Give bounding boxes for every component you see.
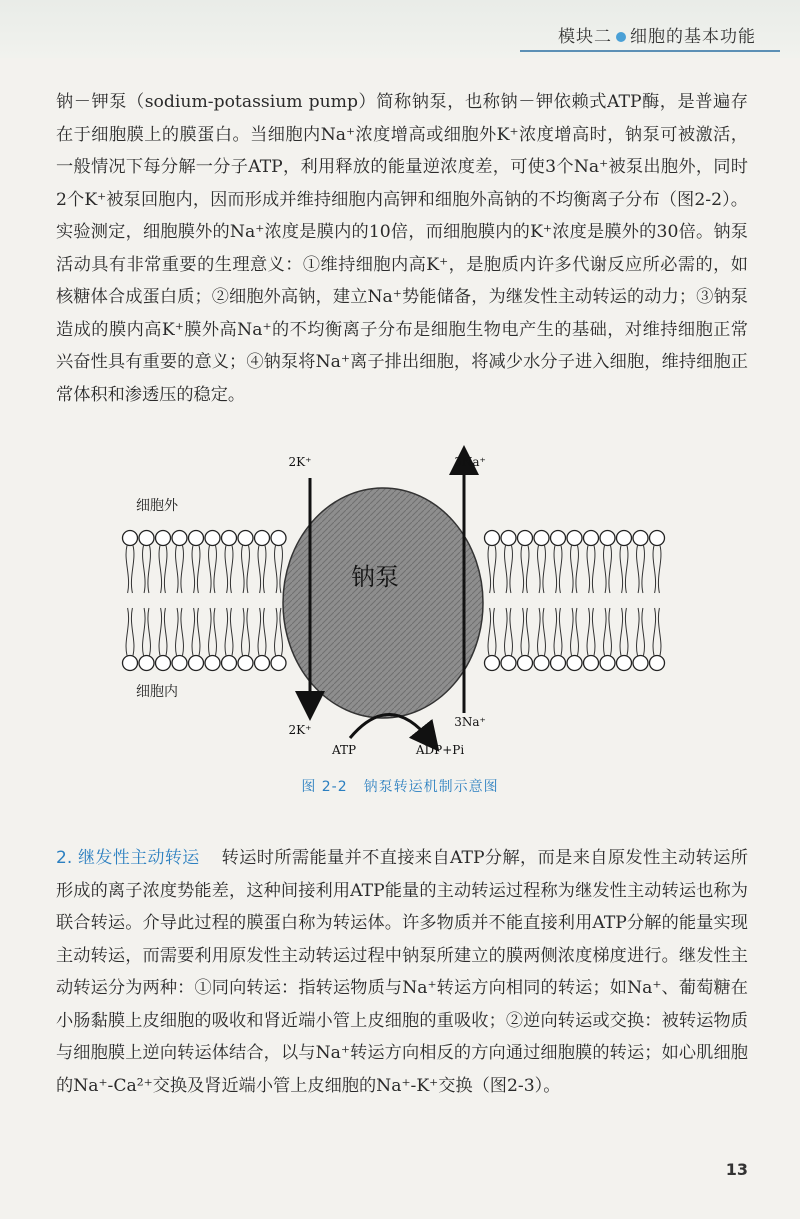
running-header: [558, 22, 756, 47]
lipid-tail: [658, 608, 661, 656]
lipid-tail: [159, 546, 162, 594]
lipid-head: [222, 656, 237, 671]
lipid-head: [123, 656, 138, 671]
lipid-head: [567, 531, 582, 546]
sodium-pump-diagram: [100, 438, 700, 768]
lipid-head: [238, 531, 253, 546]
lipid-tail: [493, 608, 496, 656]
lipid-head: [222, 531, 237, 546]
lipid-tail: [576, 608, 579, 656]
lipid-head: [617, 531, 632, 546]
lipid-tail: [620, 546, 623, 594]
lipid-tail: [559, 608, 562, 656]
lipid-tail: [258, 546, 261, 594]
lipid-head: [633, 656, 648, 671]
lipid-tail: [275, 608, 278, 656]
lipid-tail: [280, 546, 283, 594]
lipid-tail: [176, 546, 179, 594]
lipid-head: [255, 656, 270, 671]
lipid-tail: [225, 546, 228, 594]
inside-label: 细胞内: [136, 684, 178, 700]
lipid-tail: [488, 546, 491, 594]
adp-label: ADP+Pi: [415, 743, 465, 757]
lipid-tail: [214, 608, 217, 656]
lipid-tail: [126, 608, 129, 656]
lipid-tail: [197, 546, 200, 594]
caption-text: 钠泵转运机制示意图: [363, 779, 499, 795]
lipid-tail: [192, 546, 195, 594]
lipid-tail: [510, 608, 513, 656]
lipid-tail: [131, 546, 134, 594]
lipid-tail: [181, 546, 184, 594]
lipid-tail: [181, 608, 184, 656]
lipid-head: [172, 531, 187, 546]
lipid-tail: [230, 546, 233, 594]
paragraph-secondary-transport: [56, 842, 748, 1102]
lipid-tail: [247, 546, 250, 594]
lipid-tail: [526, 608, 529, 656]
lipid-tail: [653, 546, 656, 594]
k-bottom-label: 2K⁺: [288, 723, 312, 737]
lipid-tail: [148, 546, 151, 594]
lipid-tail: [488, 608, 491, 656]
sodium-pump-protein: [283, 488, 483, 718]
lipid-head: [139, 656, 154, 671]
lipid-tail: [538, 546, 541, 594]
lipid-head: [172, 656, 187, 671]
lipid-tail: [176, 608, 179, 656]
na-top-label: 3Na⁺: [454, 455, 486, 469]
lipid-tail: [543, 608, 546, 656]
pump-label: 钠泵: [351, 563, 399, 591]
lipid-tail: [543, 546, 546, 594]
lipid-head: [485, 656, 500, 671]
lipid-tail: [209, 546, 212, 594]
lipid-tail: [604, 546, 607, 594]
lipid-tail: [642, 608, 645, 656]
lipid-head: [189, 656, 204, 671]
outside-label: 细胞外: [136, 498, 178, 514]
lipid-tail: [554, 608, 557, 656]
paragraph-sodium-pump: 钠－钾泵（sodium-potassium pump）简称钠泵，也称钠－钾依赖式ATP酶，是普遍存在于细胞膜上的膜蛋白。当细胞内Na⁺浓度增高或细胞外K⁺浓度增高时，钠泵可被激活，一般情况下每分解一分子ATP，利用释放的能量逆浓度差，可使3个Na⁺被泵出胞外，同时2个K⁺被泵回胞内，因而形成并维持细胞内高钾和细胞外高钠的不均衡离子分布（图2-2）。实验测定，细胞膜外的Na⁺浓度是膜内的10倍，而细胞膜内的K⁺浓度是膜外的30倍。钠泵活动具有非常重要的生理意义：①维持细胞内高K⁺，是胞质内许多代谢反应所必需的，如核糖体合成蛋白质；②细胞外高钠，建立Na⁺势能储备，为继发性主动转运的动力；③钠泵造成的膜内高K⁺膜外高Na⁺的不均衡离子分布是细胞生物电产生的基础，对维持细胞正常兴奋性具有重要的意义；④钠泵将Na⁺离子排出细胞，将减少水分子进入细胞，维持细胞正常体积和渗透压的稳定。: [56, 92, 748, 405]
lipid-tail: [247, 608, 250, 656]
lipid-tail: [554, 546, 557, 594]
lipid-head: [205, 656, 220, 671]
lipid-head: [501, 531, 516, 546]
lipid-tail: [275, 546, 278, 594]
lipid-tail: [587, 608, 590, 656]
lipid-tail: [505, 546, 508, 594]
caption-number: 图 2-2: [301, 779, 348, 795]
lipid-head: [156, 531, 171, 546]
lipid-tail: [592, 546, 595, 594]
lipid-tail: [164, 546, 167, 594]
lipid-tail: [592, 608, 595, 656]
lipid-head: [139, 531, 154, 546]
lipid-head: [238, 656, 253, 671]
figure-caption: [0, 776, 800, 796]
bullet-dot-icon: [616, 32, 626, 42]
lipid-head: [271, 531, 286, 546]
lipid-head: [156, 656, 171, 671]
header-rule: [520, 50, 780, 52]
lipid-head: [650, 656, 665, 671]
lipid-tail: [209, 608, 212, 656]
lipid-head: [600, 531, 615, 546]
lipid-tail: [159, 608, 162, 656]
lipid-tail: [280, 608, 283, 656]
lipid-tail: [609, 608, 612, 656]
k-top-label: 2K⁺: [288, 455, 312, 469]
lipid-tail: [559, 546, 562, 594]
lipid-tail: [143, 546, 146, 594]
lipid-tail: [126, 546, 129, 594]
lipid-tail: [620, 608, 623, 656]
lipid-head: [255, 531, 270, 546]
lipid-tail: [521, 608, 524, 656]
lipid-tail: [242, 546, 245, 594]
lipid-head: [584, 531, 599, 546]
lipid-tail: [576, 546, 579, 594]
atp-label: ATP: [331, 743, 357, 757]
lipid-head: [650, 531, 665, 546]
lipid-head: [633, 531, 648, 546]
lipid-head: [600, 656, 615, 671]
lipid-tail: [143, 608, 146, 656]
lipid-tail: [258, 608, 261, 656]
lipid-tail: [164, 608, 167, 656]
lipid-tail: [653, 608, 656, 656]
lipid-head: [617, 656, 632, 671]
section-body: 转运时所需能量并不直接来自ATP分解，而是来自原发性主动转运所形成的离子浓度势能差，这种间接利用ATP能量的主动转运过程称为继发性主动转运也称为联合转运。介导此过程的膜蛋白称为转运体。许多物质并不能直接利用ATP分解的能量实现主动转运，而需要利用原发性主动转运过程中钠泵所建立的膜两侧浓度梯度进行。继发性主动转运分为两种：①同向转运：指转运物质与Na⁺转运方向相同的转运；如Na⁺、葡萄糖在小肠黏膜上皮细胞的吸收和肾近端小管上皮细胞的重吸收；②逆向转运或交换：被转运物质与细胞膜上逆向转运体结合，以与Na⁺转运方向相反的方向通过细胞膜的转运；如心肌细胞的Na⁺-Ca²⁺交换及肾近端小管上皮细胞的Na⁺-K⁺交换（图2-3）。: [56, 848, 748, 1096]
page-number: 13: [725, 1160, 748, 1179]
lipid-tail: [148, 608, 151, 656]
lipid-head: [485, 531, 500, 546]
lipid-tail: [192, 608, 195, 656]
lipid-tail: [526, 546, 529, 594]
lipid-head: [123, 531, 138, 546]
lipid-head: [534, 656, 549, 671]
lipid-head: [551, 531, 566, 546]
lipid-tail: [263, 608, 266, 656]
lipid-tail: [642, 546, 645, 594]
lipid-tail: [197, 608, 200, 656]
section-title: 2. 继发性主动转运: [56, 848, 200, 868]
lipid-tail: [625, 608, 628, 656]
lipid-head: [567, 656, 582, 671]
lipid-head: [518, 656, 533, 671]
na-bottom-label: 3Na⁺: [454, 715, 486, 729]
chapter-title: 细胞的基本功能: [630, 27, 756, 47]
lipid-head: [518, 531, 533, 546]
lipid-tail: [521, 546, 524, 594]
lipid-tail: [263, 546, 266, 594]
lipid-tail: [571, 546, 574, 594]
lipid-tail: [230, 608, 233, 656]
module-label: 模块二: [558, 27, 612, 47]
lipid-tail: [131, 608, 134, 656]
lipid-tail: [637, 546, 640, 594]
lipid-tail: [609, 546, 612, 594]
lipid-tail: [604, 608, 607, 656]
lipid-tail: [625, 546, 628, 594]
lipid-tail: [242, 608, 245, 656]
lipid-head: [551, 656, 566, 671]
figure-sodium-pump: [100, 438, 700, 772]
lipid-head: [501, 656, 516, 671]
lipid-head: [584, 656, 599, 671]
lipid-tail: [587, 546, 590, 594]
lipid-tail: [538, 608, 541, 656]
lipid-head: [271, 656, 286, 671]
lipid-tail: [510, 546, 513, 594]
lipid-head: [189, 531, 204, 546]
lipid-tail: [493, 546, 496, 594]
lipid-tail: [658, 546, 661, 594]
lipid-tail: [571, 608, 574, 656]
lipid-tail: [637, 608, 640, 656]
lipid-tail: [505, 608, 508, 656]
lipid-tail: [214, 546, 217, 594]
lipid-head: [205, 531, 220, 546]
lipid-tail: [225, 608, 228, 656]
lipid-head: [534, 531, 549, 546]
